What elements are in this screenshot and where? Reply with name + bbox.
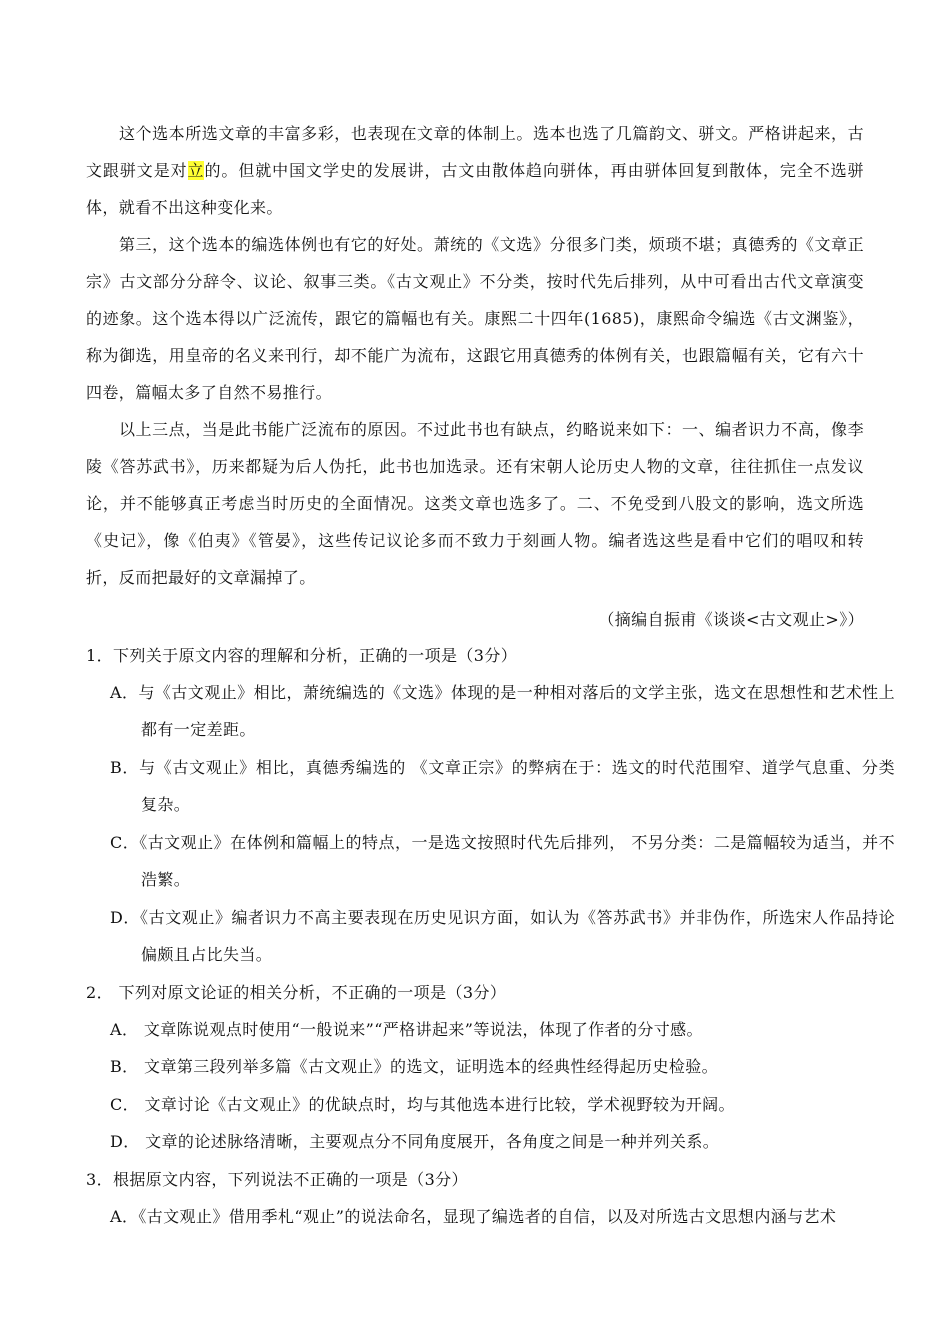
highlighted-character: 立 [187,161,205,180]
passage-paragraph-2: 第三，这个选本的编选体例也有它的好处。萧统的《文选》分很多门类，烦琐不堪；真德秀的《文章正宗》古文部分分辞令、议论、叙事三类。《古文观止》不分类，按时代先后排列，从中可看出古代文章演变的迹象。这个选本得以广泛流传，跟它的篇幅也有关。康熙二十四年(1685)，康熙命令编选《古文渊鉴》，称为御选，用皇帝的名义来刊行，却不能广为流布，这跟它用真德秀的体例有关，也跟篇幅有关，它有六十四卷，篇幅太多了自然不易推行。 [86,235,864,402]
question-1-option-a: A．与《古文观止》相比，萧统编选的《文选》体现的是一种相对落后的文学主张，选文在思想性和艺术性上都有一定差距。 [110,683,895,739]
paragraph-1-text-before: 这个选本所选文章的丰富多彩，也表现在文章的体制上。选本也选了几篇韵文、骈文。严格讲起来，古文跟骈文是对 [86,124,864,180]
question-3-option-a: A．《古文观止》借用季札“观止”的说法命名，显现了编选者的自信，以及对所选古文思想内涵与艺术 [110,1207,837,1226]
question-3-stem: 3．根据原文内容，下列说法不正确的一项是（3分） [86,1170,468,1189]
passage-source-citation: （摘编自振甫《谈谈<古文观止>》） [598,610,864,629]
question-1-option-d: D．《古文观止》编者识力不高主要表现在历史见识方面，如认为《答苏武书》并非伪作，所选宋人作品持论偏颇且占比失当。 [110,908,895,964]
passage-paragraph-3: 以上三点，当是此书能广泛流布的原因。不过此书也有缺点，约略说来如下：一、编者识力不高，像李陵《答苏武书》，历来都疑为后人伪托，此书也加选录。还有宋朝人论历史人物的文章，往往抓住一点发议论，并不能够真正考虑当时历史的全面情况。这类文章也选多了。二、不免受到八股文的影响，选文所选《史记》，像《伯夷》《管晏》，这些传记议论多而不致力于刻画人物。编者选这些是看中它们的唱叹和转折，反而把最好的文章漏掉了。 [86,420,864,587]
question-1-option-b: B．与《古文观止》相比，真德秀编选的 《文章正宗》的弊病在于：选文的时代范围窄、道学气息重、分类复杂。 [110,758,895,814]
question-2-option-d: D． 文章的论述脉络清晰，主要观点分不同角度展开，各角度之间是一种并列关系。 [110,1132,720,1151]
question-2-option-a: A． 文章陈说观点时使用“一般说来”“严格讲起来”等说法，体现了作者的分寸感。 [110,1020,703,1039]
passage-paragraph-1 [86,115,864,226]
question-2-stem: 2． 下列对原文论证的相关分析，不正确的一项是（3分） [86,983,507,1002]
question-1-option-c: C．《古文观止》在体例和篇幅上的特点，一是选文按照时代先后排列， 不另分类：二是篇幅较为适当，并不浩繁。 [110,833,895,889]
question-2-option-c: C． 文章讨论《古文观止》的优缺点时，均与其他选本进行比较，学术视野较为开阔。 [110,1095,735,1114]
question-1-stem: 1．下列关于原文内容的理解和分析，正确的一项是（3分） [86,646,518,665]
paragraph-1-text-after: 的。但就中国文学史的发展讲，古文由散体趋向骈体，再由骈体回复到散体，完全不选骈体，就看不出这种变化来。 [86,161,864,217]
question-2-option-b: B． 文章第三段列举多篇《古文观止》的选文，证明选本的经典性经得起历史检验。 [110,1057,719,1076]
